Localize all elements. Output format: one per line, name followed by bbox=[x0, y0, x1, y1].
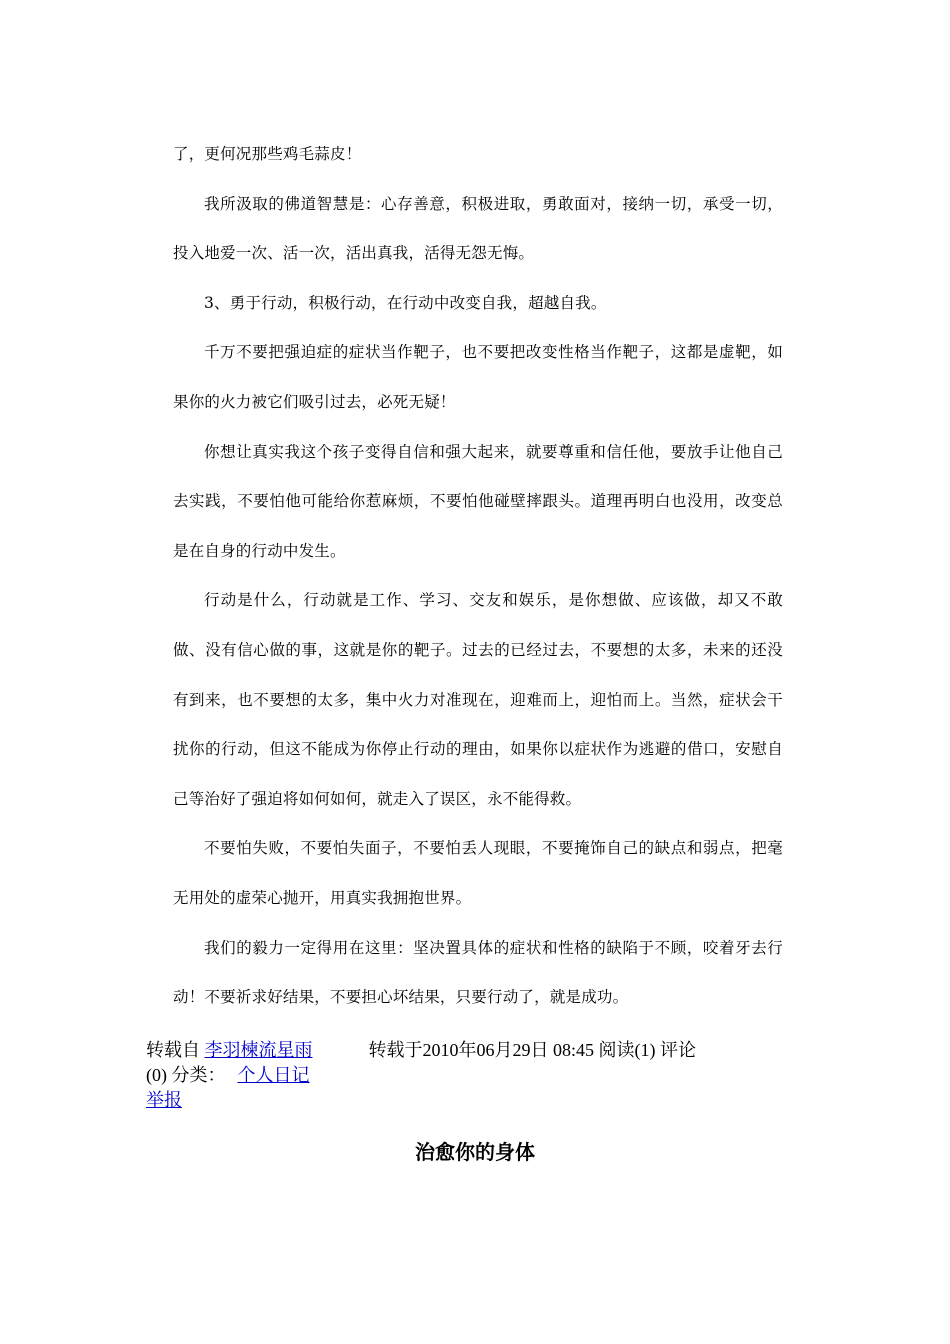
paragraph: 我们的毅力一定得用在这里：坚决置具体的症状和性格的缺陷于不顾，咬着牙去行动！不要祈求好结果，不要担心坏结果，只要行动了，就是成功。 bbox=[173, 938, 783, 1007]
meta-line-2 bbox=[146, 1063, 786, 1088]
category-link[interactable]: 个人日记 bbox=[237, 1065, 310, 1085]
paragraph: 你想让真实我这个孩子变得自信和强大起来，就要尊重和信任他，要放手让他自己去实践，不要怕他可能给你惹麻烦，不要怕他碰壁摔跟头。道理再明白也没用，改变总是在自身的行动中发生。 bbox=[173, 442, 783, 560]
article-body bbox=[173, 130, 783, 1023]
paragraph: 行动是什么，行动就是工作、学习、交友和娱乐，是你想做、应该做，却又不敢做、没有信心做的事，这就是你的靶子。过去的已经过去，不要想的太多，未来的还没有到来，也不要想的太多，集中火力对准现在，迎难而上，迎怕而上。当然，症状会干扰你的行动，但这不能成为你停止行动的理由，如果你以症状作为逃避的借口，安慰自己等治好了强迫将如何如何，就走入了误区，永不能得救。 bbox=[173, 591, 783, 808]
repost-time: 转载于2010年06月29日 08:45 bbox=[368, 1040, 595, 1060]
post-meta bbox=[146, 1038, 786, 1113]
report-link[interactable]: 举报 bbox=[146, 1090, 182, 1110]
repost-from-label: 转载自 bbox=[146, 1040, 200, 1060]
comment-label: 评论 bbox=[660, 1040, 697, 1060]
repost-source-link[interactable]: 李羽楝流星雨 bbox=[204, 1040, 313, 1060]
paragraph: 千万不要把强迫症的症状当作靶子，也不要把改变性格当作靶子，这都是虚靶，如果你的火力被它们吸引过去，必死无疑！ bbox=[173, 343, 783, 411]
read-count: 阅读(1) bbox=[598, 1040, 656, 1060]
next-article-title: 治愈你的身体 bbox=[415, 1140, 535, 1164]
meta-line-1 bbox=[146, 1038, 786, 1063]
meta-line-3 bbox=[146, 1088, 786, 1113]
comment-count: (0) bbox=[146, 1065, 167, 1085]
paragraph: 了，更何况那些鸡毛蒜皮！ bbox=[173, 145, 362, 163]
paragraph: 3、勇于行动，积极行动，在行动中改变自我，超越自我。 bbox=[204, 293, 607, 312]
paragraph: 不要怕失败，不要怕失面子，不要怕丢人现眼，不要掩饰自己的缺点和弱点，把毫无用处的虚荣心抛开，用真实我拥抱世界。 bbox=[173, 839, 783, 907]
paragraph: 我所汲取的佛道智慧是：心存善意，积极进取，勇敢面对，接纳一切，承受一切，投入地爱一次、活一次，活出真我，活得无怨无悔。 bbox=[173, 194, 783, 263]
category-label: 分类： bbox=[171, 1065, 226, 1085]
